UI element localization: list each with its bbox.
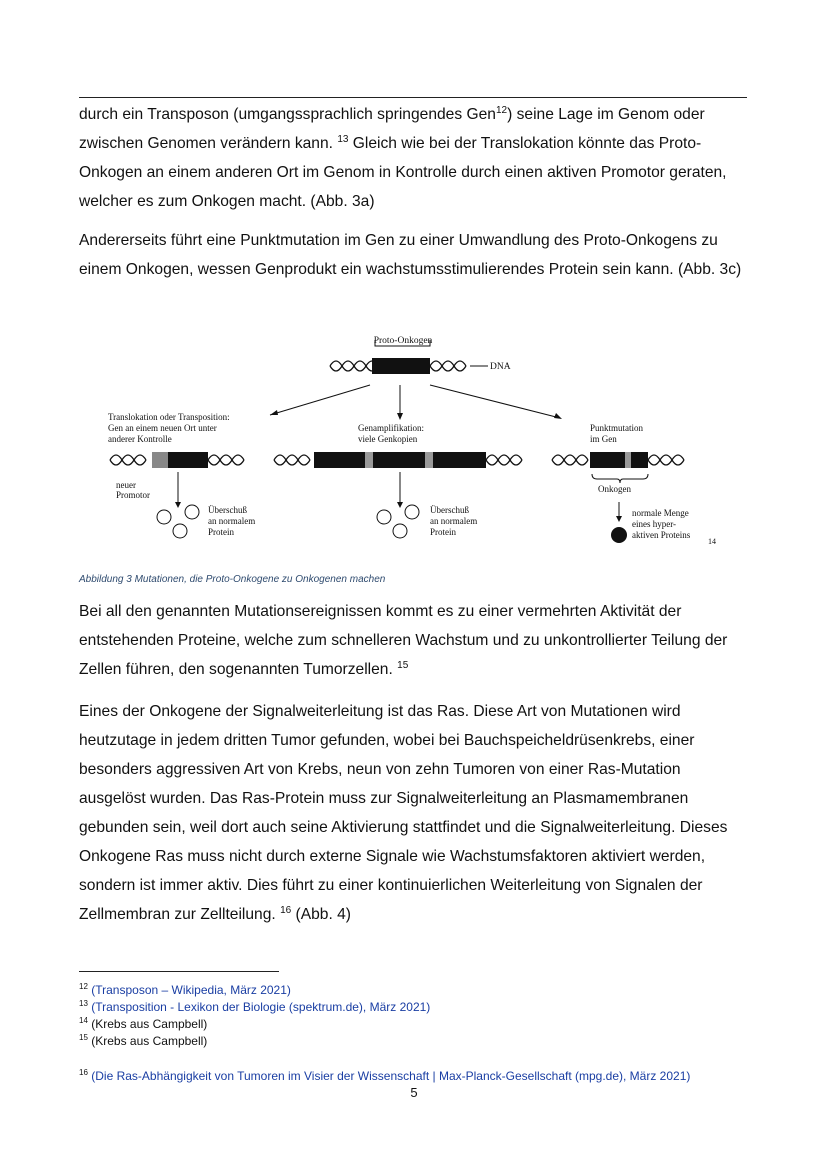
paragraph-punktmutation: Andererseits führt eine Punktmutation im Gen zu einer Umwandlung des Proto-Onkogens zu einem Onkogen, wessen Genprodukt ein wachstumsstimulierendes Protein sein kann. (Abb. 3c) bbox=[79, 232, 742, 278]
mutation-diagram bbox=[100, 330, 720, 555]
proto-onkogen-label: Proto-Onkogen bbox=[373, 336, 433, 346]
footnote-13: $^{13}$ (Transposition - Lexikon der Biologie (spektrum.de), März 2021) bbox=[79, 999, 431, 1014]
left-down-arrowhead bbox=[175, 502, 181, 508]
right-helix-b bbox=[648, 455, 684, 465]
dna-helix-right bbox=[430, 361, 466, 371]
middle-title-2: viele Genkopien bbox=[358, 434, 418, 444]
figure-footnote-ref-14[interactable]: 14 bbox=[708, 537, 716, 546]
arrowhead-middle bbox=[397, 413, 403, 420]
onkogen-brace bbox=[592, 474, 648, 483]
middle-protein-3 bbox=[393, 524, 407, 538]
left-protein-2 bbox=[185, 505, 199, 519]
left-title-3: anderer Kontrolle bbox=[108, 434, 172, 444]
paragraph-mutationsereignisse: Bei all den genannten Mutationsereignissen kommt es zu einer vermehrten Aktivität der entstehenden Proteine, welche zum schnelleren Wachstum und zu unkontrollierter Teilung der Zellen führen, den sogenannten Tumorzellen. $^{15}$ bbox=[79, 603, 728, 678]
promoter-label-2: Promotor bbox=[116, 490, 151, 500]
footnote-ref-12[interactable]: 12 bbox=[495, 104, 508, 116]
footnote-12: $^{12}$ (Transposon – Wikipedia, März 2021) bbox=[79, 982, 291, 997]
footnote-16-link[interactable]: (Die Ras-Abhängigkeit von Tumoren im Visier der Wissenschaft | Max-Planck-Gesellschaft (mpg.de), März 2021) bbox=[91, 1069, 691, 1083]
middle-result-3: Protein bbox=[430, 527, 456, 537]
arrow-right bbox=[430, 385, 560, 418]
proto-onkogen-gene bbox=[372, 358, 430, 374]
arrow-left bbox=[270, 385, 370, 415]
left-title-1: Translokation oder Transposition: bbox=[108, 412, 230, 422]
left-protein-3 bbox=[173, 524, 187, 538]
middle-protein-2 bbox=[405, 505, 419, 519]
footnote-ref-13[interactable]: 13 bbox=[337, 133, 349, 145]
right-result-3: aktiven Proteins bbox=[632, 530, 691, 540]
left-result-3: Protein bbox=[208, 527, 234, 537]
middle-down-arrowhead bbox=[397, 502, 403, 508]
figure-caption: Abbildung 3 Mutationen, die Proto-Onkogene zu Onkogenen machen bbox=[79, 574, 386, 585]
paragraph-transposon: durch ein Transposon (umgangssprachlich springendes Gen$^{12}$) seine Lage im Genom oder zwischen Genomen verändern kann. $^{13}$ Gleich wie bei der Translokation könnte das Proto-Onkogen an einem anderen Ort im Genom in Kontrolle durch einen aktiven Promotor geraten, welcher es zum Onkogen macht. (Abb. 3a) bbox=[79, 104, 727, 210]
right-result-2: eines hyper- bbox=[632, 519, 677, 529]
paragraph-ras: Eines der Onkogene der Signalweiterleitung ist das Ras. Diese Art von Mutationen wird heutzutage in jedem dritten Tumor gefunden, wobei bei Bauchspeicheldrüsenkrebs, einer besonders aggressiven Art von Krebs, neun von zehn Tumoren von einer Ras-Mutation ausgelöst wurden. Das Ras-Protein muss zur Signalweiterleitung an Plasmamembranen gebunden sein, weil dort auch seine Aktivierung stattfindet und die Signalweiterleitung. Dieses Onkogene Ras muss nicht durch externe Signale wie Wachstumsfaktoren aktiviert werden, sondern ist immer aktiv. Dies führt zu einer kontinuierlichen Weiterleitung von Signalen der Zellmembran zur Zellteilung. $^{16}$ (Abb. 4) bbox=[79, 703, 728, 923]
footnote-separator bbox=[79, 971, 279, 972]
arrowhead-right bbox=[554, 413, 562, 419]
middle-separator-2 bbox=[425, 452, 433, 468]
right-title-2: im Gen bbox=[590, 434, 617, 444]
left-result-1: Überschuß bbox=[208, 505, 247, 515]
dna-helix-left bbox=[330, 361, 378, 371]
hyperactive-protein bbox=[611, 527, 627, 543]
left-protein-1 bbox=[157, 510, 171, 524]
dna-label: DNA bbox=[490, 362, 511, 372]
arrowhead-left bbox=[270, 410, 278, 415]
footnote-ref-15[interactable]: 15 bbox=[397, 659, 409, 671]
middle-helix-b bbox=[486, 455, 522, 465]
right-helix-a bbox=[552, 455, 588, 465]
left-result-2: an normalem bbox=[208, 516, 256, 526]
right-onkogen-gene bbox=[590, 452, 648, 468]
promoter-label-1: neuer bbox=[116, 480, 136, 490]
left-helix-b bbox=[208, 455, 244, 465]
right-down-arrowhead bbox=[616, 516, 622, 522]
left-title-2: Gen an einem neuen Ort unter bbox=[108, 423, 217, 433]
middle-title-1: Genamplifikation: bbox=[358, 423, 424, 433]
middle-amplified-genes bbox=[314, 452, 486, 468]
footnote-16: $^{16}$ (Die Ras-Abhängigkeit von Tumoren im Visier der Wissenschaft | Max-Planck-Gesellschaft (mpg.de), März 2021) bbox=[79, 1068, 691, 1083]
header-rule bbox=[79, 97, 747, 98]
middle-result-2: an normalem bbox=[430, 516, 478, 526]
onkogen-label: Onkogen bbox=[598, 484, 631, 494]
right-point-mutation bbox=[625, 452, 631, 468]
right-result-1: normale Menge bbox=[632, 508, 689, 518]
middle-result-1: Überschuß bbox=[430, 505, 469, 515]
middle-protein-1 bbox=[377, 510, 391, 524]
right-title-1: Punktmutation bbox=[590, 423, 644, 433]
footnote-14-text: (Krebs aus Campbell) bbox=[91, 1017, 208, 1031]
footnote-12-link[interactable]: (Transposon – Wikipedia, März 2021) bbox=[91, 983, 291, 997]
footnote-14: $^{14}$ (Krebs aus Campbell) bbox=[79, 1016, 208, 1031]
footnote-15-text: (Krebs aus Campbell) bbox=[91, 1034, 208, 1048]
figure-mutations bbox=[100, 330, 720, 555]
footnote-ref-16[interactable]: 16 bbox=[280, 904, 292, 916]
footnote-15: $^{15}$ (Krebs aus Campbell) bbox=[79, 1033, 208, 1048]
middle-separator-1 bbox=[365, 452, 373, 468]
left-promoter-box bbox=[152, 452, 168, 468]
left-gene bbox=[168, 452, 208, 468]
left-helix-a bbox=[110, 455, 146, 465]
page-number: 5 bbox=[410, 1085, 418, 1100]
middle-helix-a bbox=[274, 455, 310, 465]
footnote-13-link[interactable]: (Transposition - Lexikon der Biologie (spektrum.de), März 2021) bbox=[91, 1000, 431, 1014]
